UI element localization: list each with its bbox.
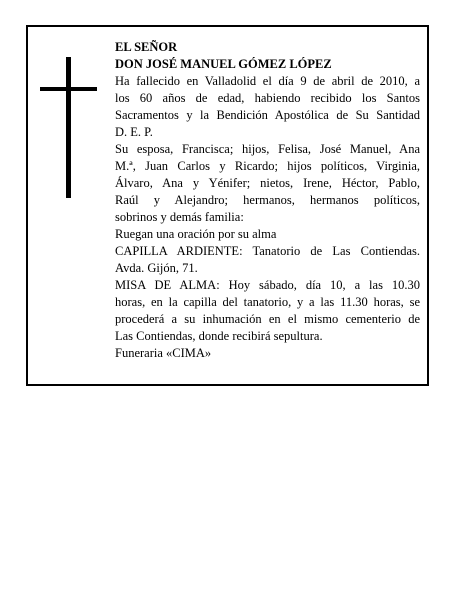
text-line: Las Contiendas, donde recibirá sepultura. [115,329,323,343]
title-line: EL SEÑOR [115,40,178,54]
text-line: CAPILLA ARDIENTE: Tanatorio de Las Contiendas. [115,244,420,258]
text-line: horas, en la capilla del tanatorio, y a las 11.30 horas, se [115,295,420,309]
text-line: M.ª, Juan Carlos y Ricardo; hijos políticos, Virginia, [115,159,420,173]
obituary-text [115,39,420,362]
text-line: Ha fallecido en Valladolid el día 9 de abril de 2010, a [115,74,420,88]
text-line: procederá a su inhumación en el mismo cementerio de [115,312,420,326]
text-line: MISA DE ALMA: Hoy sábado, día 10, a las 10.30 [115,278,420,292]
cross-horizontal-bar [40,87,97,91]
text-line: Avda. Gijón, 71. [115,261,198,275]
text-line: Álvaro, Ana y Yénifer; nietos, Irene, Héctor, Pablo, [115,176,420,190]
text-line: Funeraria «CIMA» [115,346,212,360]
text-line: sobrinos y demás familia: [115,210,244,224]
text-line: los 60 años de edad, habiendo recibido los Santos [115,91,420,105]
text-line: D. E. P. [115,125,153,139]
text-line: Su esposa, Francisca; hijos, Felisa, José Manuel, Ana [115,142,420,156]
obituary-notice [26,25,429,386]
text-line: Sacramentos y la Bendición Apostólica de Su Santidad [115,108,420,122]
name-line: DON JOSÉ MANUEL GÓMEZ LÓPEZ [115,57,332,71]
text-line: Ruegan una oración por su alma [115,227,277,241]
text-line: Raúl y Alejandro; hermanos, hermanos políticos, [115,193,420,207]
cross-vertical-bar [66,57,71,198]
